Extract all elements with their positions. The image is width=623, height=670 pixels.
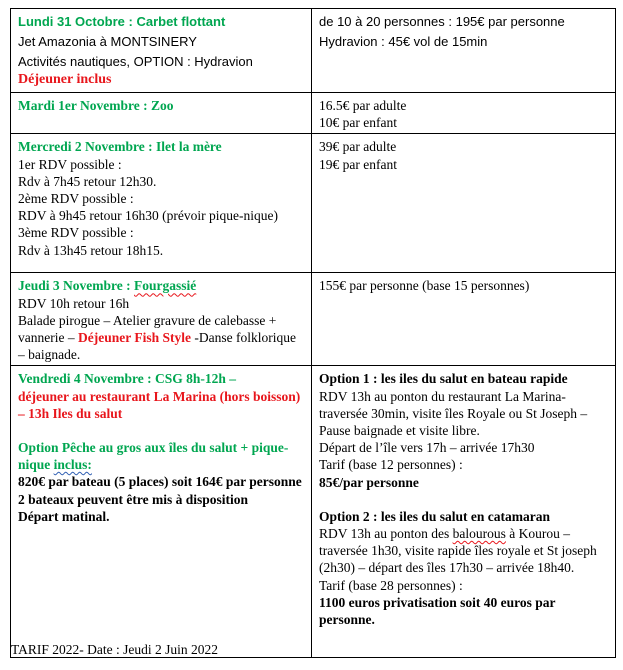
- price-line: 155€ par personne (base 15 personnes): [319, 278, 530, 294]
- price-cell-monday: [312, 9, 616, 93]
- fishing-option-included: inclus:: [53, 457, 92, 473]
- spacer: [319, 491, 609, 508]
- activity-line: Activités nautiques, OPTION : Hydravion: [18, 54, 253, 70]
- table-row: [11, 366, 616, 658]
- place-name: Fourgassié: [134, 278, 197, 294]
- option1-description: RDV 13h au ponton du restaurant La Marina-traversée 30min, visite îles Royale ou St Joseph – Pause baignade et visite libre.: [319, 388, 588, 439]
- price-line: de 10 à 20 personnes : 195€ par personne: [319, 14, 565, 29]
- fishing-price: 820€ par bateau (5 places) soit 164€ par personne: [18, 474, 302, 490]
- price-cell-friday: [312, 366, 616, 658]
- price-line: 39€ par adulte: [319, 139, 397, 155]
- fishing-option: [18, 439, 305, 473]
- option1-tarif: Tarif (base 12 personnes) :: [319, 457, 463, 473]
- price-line: 16.5€ par adulte: [319, 98, 407, 113]
- option2-description: [319, 525, 609, 577]
- spacer: [18, 422, 305, 439]
- table-row: [11, 93, 616, 134]
- table-row: [11, 134, 616, 273]
- day-title: [18, 277, 305, 294]
- activities-text: [18, 312, 305, 364]
- fishing-note: Départ matinal.: [18, 508, 110, 524]
- day-title: Mardi 1er Novembre : Zoo: [18, 98, 174, 113]
- schedule-line: Rdv à 7h45 retour 12h30.: [18, 173, 157, 189]
- day-title: Lundi 31 Octobre : Carbet flottant: [18, 14, 226, 29]
- option2-price: 1100 euros privatisation soit 40 euros par personne.: [319, 594, 556, 628]
- schedule-line: 1er RDV possible :: [18, 156, 122, 172]
- lunch-note: Déjeuner Fish Style: [77, 330, 191, 346]
- day-title-prefix: Jeudi 3 Novembre :: [18, 278, 134, 294]
- footer-date: TARIF 2022- Date : Jeudi 2 Juin 2022: [11, 642, 219, 657]
- day-cell-thursday: [11, 273, 312, 366]
- option2-title: Option 2 : les iles du salut en catamaran: [319, 508, 551, 524]
- fishing-note: 2 bateaux peuvent être mis à disposition: [18, 491, 249, 507]
- day-cell-tuesday: [11, 93, 312, 134]
- option2-text: RDV 13h au ponton des: [319, 526, 453, 542]
- price-cell-tuesday: [312, 93, 616, 134]
- option2-text: à Kourou – traversée 1h30, visite rapide îles royale et St joseph (2h30) – départ des îles 17h30 – arrivée 18h40.: [319, 526, 597, 576]
- schedule-line: 3ème RDV possible :: [18, 225, 134, 241]
- option1-price: 85€/par personne: [319, 474, 419, 490]
- fishing-option-text: Option Pêche au gros aux îles du salut + pique-nique: [18, 440, 289, 473]
- day-title: Mercredi 2 Novembre : Ilet la mère: [18, 139, 222, 155]
- option2-tarif: Tarif (base 28 personnes) :: [319, 577, 463, 593]
- schedule-line: RDV à 9h45 retour 16h30 (prévoir pique-nique): [18, 208, 278, 224]
- price-line: 19€ par enfant: [319, 156, 397, 172]
- day-cell-friday: [11, 366, 312, 658]
- activities-part: Balade pirogue – Atelier gravure de calebasse + vannerie –: [18, 312, 277, 346]
- price-line: Hydravion : 45€ vol de 15min: [319, 34, 488, 50]
- schedule-line: 2ème RDV possible :: [18, 191, 134, 207]
- price-cell-thursday: [312, 273, 616, 366]
- place-name: balourous: [452, 526, 506, 542]
- activities-part: -Danse folklorique – baignade.: [18, 330, 296, 363]
- activity-line: Jet Amazonia à MONTSINERY: [18, 34, 197, 50]
- option1-schedule: Départ de l’île vers 17h – arrivée 17h30: [319, 440, 535, 456]
- day-title: Vendredi 4 Novembre : CSG 8h-12h –: [18, 371, 237, 387]
- price-line: 10€ par enfant: [319, 115, 397, 131]
- day-cell-wednesday: [11, 134, 312, 273]
- day-cell-monday: [11, 9, 312, 93]
- table-row: [11, 273, 616, 366]
- lunch-note: déjeuner au restaurant La Marina (hors boisson) – 13h Iles du salut: [18, 388, 301, 421]
- tarif-table: [10, 8, 616, 658]
- schedule-line: Rdv à 13h45 retour 18h15.: [18, 242, 164, 258]
- lunch-note: Déjeuner inclus: [18, 71, 112, 87]
- option1-title: Option 1 : les iles du salut en bateau rapide: [319, 371, 568, 387]
- table-row: [11, 9, 616, 93]
- price-cell-wednesday: [312, 134, 616, 273]
- schedule-line: RDV 10h retour 16h: [18, 295, 130, 311]
